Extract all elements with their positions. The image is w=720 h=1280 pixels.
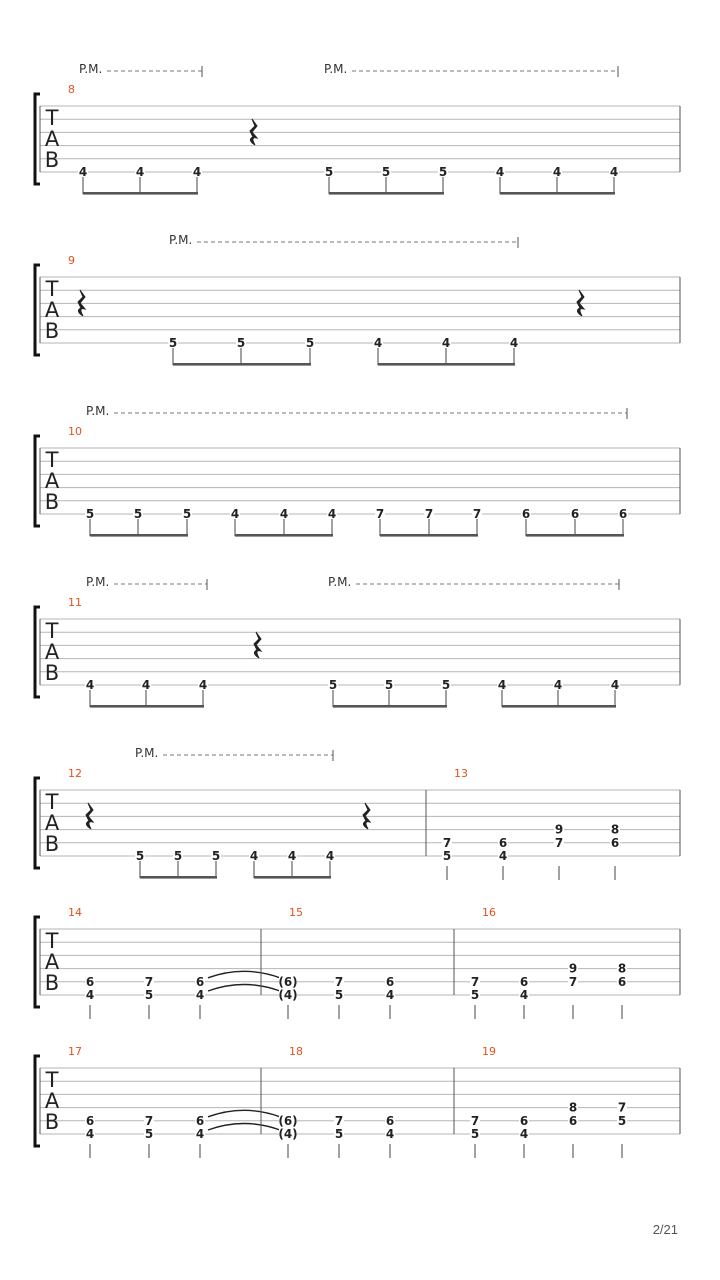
beam xyxy=(83,192,198,195)
fret-number: 4 xyxy=(141,678,151,692)
fret-number: 7 xyxy=(375,507,385,521)
tab-clef-letter: T xyxy=(45,619,59,643)
fret-number: 6 xyxy=(85,1113,95,1128)
beam xyxy=(502,705,616,708)
fret-number: 6 xyxy=(385,974,395,989)
fret-number: 4 xyxy=(610,678,620,692)
measure-number: 12 xyxy=(68,767,82,780)
fret-number: 4 xyxy=(198,678,208,692)
measure-number: 19 xyxy=(482,1045,496,1058)
fret-number: 8 xyxy=(610,822,620,837)
fret-number: 5 xyxy=(173,849,183,863)
beam xyxy=(526,534,624,537)
measure-number: 8 xyxy=(68,83,75,96)
palm-mute-label: P.M. xyxy=(86,404,110,418)
palm-mute-label: P.M. xyxy=(135,746,159,760)
tie-arc xyxy=(208,985,280,992)
fret-number: 4 xyxy=(192,165,202,179)
fret-number: 4 xyxy=(287,849,297,863)
fret-number: 5 xyxy=(85,507,95,521)
fret-number: (6) xyxy=(278,1113,298,1128)
fret-number: 4 xyxy=(497,678,507,692)
fret-number: 8 xyxy=(568,1100,578,1115)
fret-number: 5 xyxy=(441,678,451,692)
fret-number: 5 xyxy=(236,336,246,350)
fret-number: 5 xyxy=(182,507,192,521)
system-bracket xyxy=(35,917,40,1007)
tie-arc xyxy=(208,971,280,978)
tab-clef-letter: T xyxy=(45,277,59,301)
fret-number: 4 xyxy=(325,849,335,863)
beam xyxy=(173,363,311,366)
tab-clef-letter: A xyxy=(44,1089,60,1113)
fret-number: 4 xyxy=(78,165,88,179)
measure-number: 18 xyxy=(289,1045,303,1058)
fret-number: (4) xyxy=(278,1127,298,1141)
palm-mute-label: P.M. xyxy=(324,62,348,76)
fret-number: 5 xyxy=(470,1127,480,1141)
beam xyxy=(500,192,615,195)
fret-number: 4 xyxy=(519,1127,529,1141)
tab-clef-letter: A xyxy=(44,640,60,664)
fret-number: 5 xyxy=(334,1127,344,1141)
fret-number: 5 xyxy=(438,165,448,179)
fret-number: 6 xyxy=(618,507,628,521)
fret-number: 5 xyxy=(328,678,338,692)
fret-number: 4 xyxy=(135,165,145,179)
fret-number: 6 xyxy=(610,835,620,850)
fret-number: 6 xyxy=(85,974,95,989)
system-bracket xyxy=(35,1056,40,1146)
beam xyxy=(90,705,204,708)
beam xyxy=(333,705,447,708)
fret-number: 4 xyxy=(85,678,95,692)
fret-number: 5 xyxy=(144,1127,154,1141)
tab-clef-letter: B xyxy=(44,1110,60,1134)
beam xyxy=(329,192,444,195)
fret-number: 5 xyxy=(470,988,480,1002)
fret-number: 4 xyxy=(385,1127,395,1141)
fret-number: 7 xyxy=(144,974,154,989)
measure-number: 10 xyxy=(68,425,82,438)
beam xyxy=(235,534,333,537)
tab-clef-letter: A xyxy=(44,127,60,151)
palm-mute-label: P.M. xyxy=(86,575,110,589)
fret-number: 6 xyxy=(519,1113,529,1128)
tab-clef-letter: A xyxy=(44,298,60,322)
fret-number: 6 xyxy=(195,1113,205,1128)
fret-number: 4 xyxy=(441,336,451,350)
fret-number: 4 xyxy=(249,849,259,863)
fret-number: 6 xyxy=(498,835,508,850)
fret-number: 4 xyxy=(279,507,289,521)
fret-number: 6 xyxy=(195,974,205,989)
fret-number: 4 xyxy=(195,1127,205,1141)
beam xyxy=(378,363,515,366)
fret-number: 5 xyxy=(334,988,344,1002)
fret-number: 4 xyxy=(385,988,395,1002)
measure-number: 15 xyxy=(289,906,303,919)
fret-number: 8 xyxy=(617,961,627,976)
tab-clef-letter: B xyxy=(44,971,60,995)
fret-number: 4 xyxy=(495,165,505,179)
beam xyxy=(254,876,331,879)
palm-mute-label: P.M. xyxy=(79,62,103,76)
fret-number: 4 xyxy=(230,507,240,521)
fret-number: 9 xyxy=(568,961,578,976)
fret-number: 6 xyxy=(385,1113,395,1128)
fret-number: 5 xyxy=(133,507,143,521)
palm-mute-label: P.M. xyxy=(328,575,352,589)
fret-number: 6 xyxy=(570,507,580,521)
fret-number: 5 xyxy=(442,849,452,863)
fret-number: 4 xyxy=(373,336,383,350)
tab-clef-letter: B xyxy=(44,319,60,343)
fret-number: 7 xyxy=(334,1113,344,1128)
fret-number: 4 xyxy=(195,988,205,1002)
tie-arc xyxy=(208,1110,280,1117)
fret-number: 7 xyxy=(568,974,578,989)
fret-number: 5 xyxy=(168,336,178,350)
measure-number: 17 xyxy=(68,1045,82,1058)
beam xyxy=(90,534,188,537)
fret-number: 6 xyxy=(568,1113,578,1128)
fret-number: 7 xyxy=(334,974,344,989)
fret-number: 4 xyxy=(85,988,95,1002)
fret-number: 5 xyxy=(211,849,221,863)
fret-number: 4 xyxy=(498,849,508,863)
beam xyxy=(380,534,478,537)
tab-clef-letter: B xyxy=(44,148,60,172)
tab-clef-letter: T xyxy=(45,106,59,130)
tab-clef-letter: B xyxy=(44,832,60,856)
fret-number: 9 xyxy=(554,822,564,837)
tab-clef-letter: B xyxy=(44,490,60,514)
measure-number: 14 xyxy=(68,906,82,919)
measure-number: 11 xyxy=(68,596,82,609)
fret-number: 7 xyxy=(470,1113,480,1128)
beam xyxy=(140,876,217,879)
fret-number: 6 xyxy=(617,974,627,989)
measure-number: 13 xyxy=(454,767,468,780)
fret-number: 5 xyxy=(324,165,334,179)
measure-number: 9 xyxy=(68,254,75,267)
system-bracket xyxy=(35,607,40,697)
palm-mute-label: P.M. xyxy=(169,233,193,247)
fret-number: 4 xyxy=(609,165,619,179)
tab-clef-letter: B xyxy=(44,661,60,685)
system-bracket xyxy=(35,265,40,355)
fret-number: 7 xyxy=(470,974,480,989)
fret-number: 4 xyxy=(509,336,519,350)
fret-number: 4 xyxy=(85,1127,95,1141)
fret-number: 7 xyxy=(617,1100,627,1115)
fret-number: 5 xyxy=(617,1113,627,1128)
tie-arc xyxy=(208,1124,280,1131)
system-bracket xyxy=(35,436,40,526)
tab-clef-letter: T xyxy=(45,1068,59,1092)
tab-clef-letter: T xyxy=(45,448,59,472)
fret-number: (6) xyxy=(278,974,298,989)
fret-number: 6 xyxy=(521,507,531,521)
page-number: 2/21 xyxy=(652,1222,678,1237)
fret-number: 4 xyxy=(553,678,563,692)
measure-number: 16 xyxy=(482,906,496,919)
fret-number: 5 xyxy=(144,988,154,1002)
fret-number: 7 xyxy=(442,835,452,850)
fret-number: 7 xyxy=(554,835,564,850)
fret-number: 4 xyxy=(327,507,337,521)
fret-number: 5 xyxy=(305,336,315,350)
fret-number: 7 xyxy=(424,507,434,521)
fret-number: 4 xyxy=(552,165,562,179)
tab-clef-letter: T xyxy=(45,929,59,953)
tab-clef-letter: A xyxy=(44,811,60,835)
system-bracket xyxy=(35,94,40,184)
fret-number: 7 xyxy=(144,1113,154,1128)
fret-number: 7 xyxy=(472,507,482,521)
fret-number: (4) xyxy=(278,988,298,1002)
fret-number: 4 xyxy=(519,988,529,1002)
fret-number: 5 xyxy=(381,165,391,179)
tab-clef-letter: T xyxy=(45,790,59,814)
tab-clef-letter: A xyxy=(44,469,60,493)
fret-number: 5 xyxy=(384,678,394,692)
system-bracket xyxy=(35,778,40,868)
tab-clef-letter: A xyxy=(44,950,60,974)
fret-number: 5 xyxy=(135,849,145,863)
fret-number: 6 xyxy=(519,974,529,989)
